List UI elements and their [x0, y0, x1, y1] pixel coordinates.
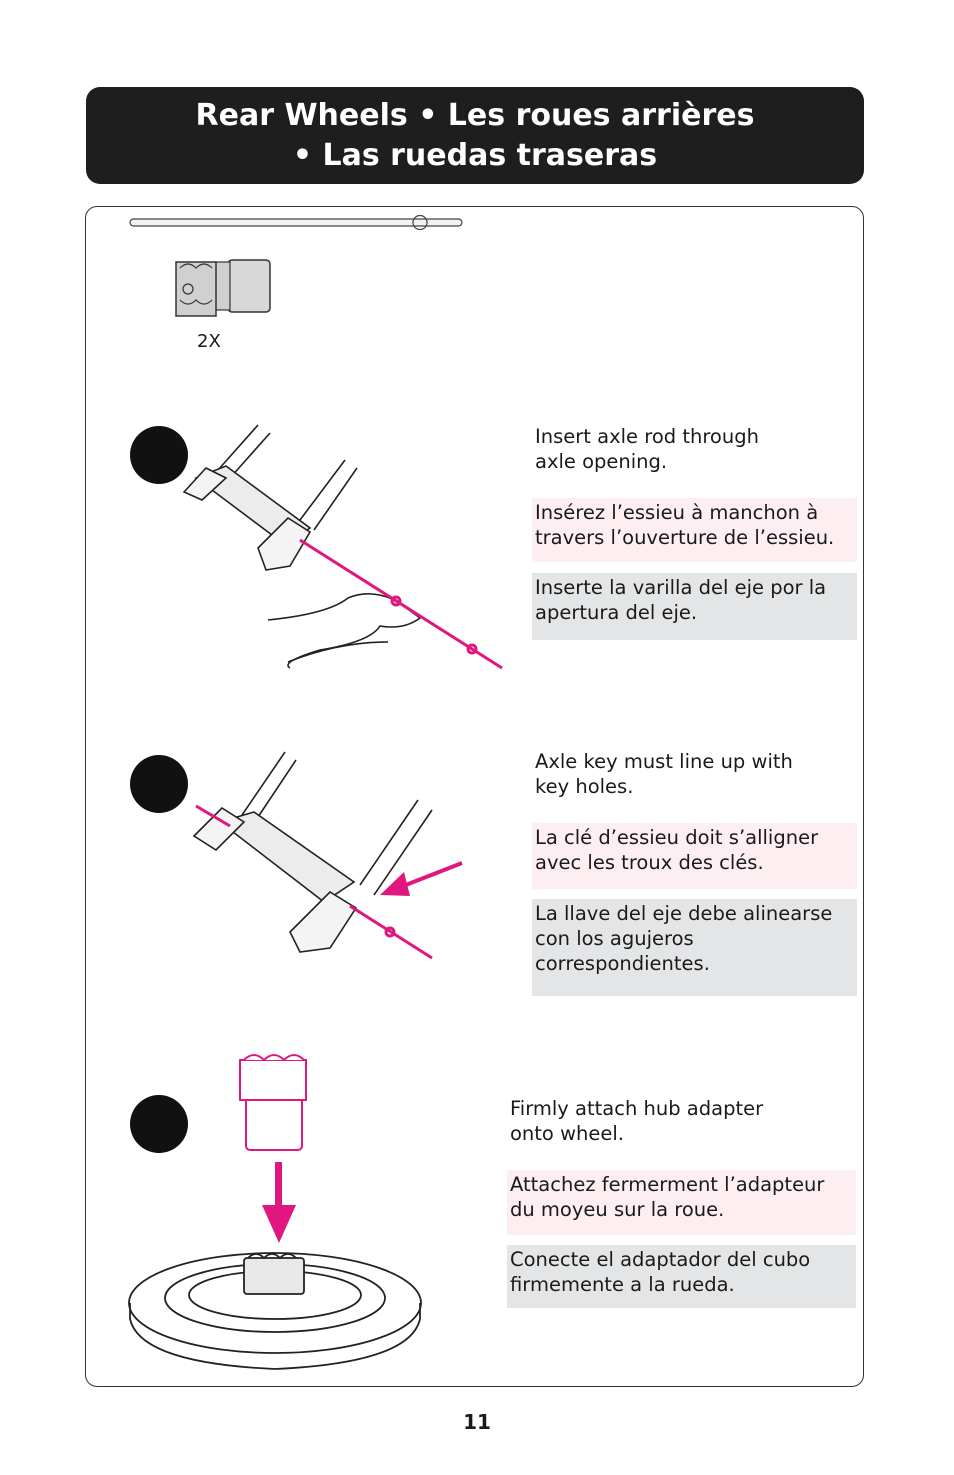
step-2-marker — [130, 755, 188, 813]
step3-text-en: Firmly attach hub adapter onto wheel. — [510, 1097, 764, 1145]
step3-hub-adapter — [240, 1055, 306, 1150]
step-3-marker — [130, 1095, 188, 1153]
header-title-line1: Rear Wheels • Les roues arrières — [195, 98, 755, 133]
step1-illustration — [184, 425, 420, 668]
step2-text-fr: La clé d’essieu doit s’alligner avec les troux des clés. — [532, 823, 857, 889]
step1-text-en: Insert axle rod through axle opening. — [535, 425, 759, 473]
step2-illustration — [194, 752, 432, 952]
step3-text-es: Conecte el adaptador del cubo firmemente a la rueda. — [507, 1245, 856, 1308]
step3-arrow-icon — [262, 1162, 296, 1243]
step1-text-es: Inserte la varilla del eje por la apertura del eje. — [532, 573, 857, 640]
header-title-line2: • Las ruedas traseras — [292, 138, 658, 173]
wheel-icon — [129, 1253, 421, 1369]
part-quantity: 2X — [197, 331, 221, 352]
step3-text-fr: Attachez fermerment l’adapteur du moyeu sur la roue. — [507, 1170, 856, 1235]
step1-text-fr: Insérez l’essieu à manchon à travers l’ouverture de l’essieu. — [532, 498, 857, 562]
axle-rod-part-icon — [130, 216, 462, 230]
step2-text-en: Axle key must line up with key holes. — [535, 750, 793, 798]
step-1-marker — [130, 426, 188, 484]
hub-adapter-part-icon — [176, 260, 270, 316]
step2-text-es: La llave del eje debe alinearse con los agujeros correspondientes. — [532, 899, 857, 996]
page-number: 11 — [463, 1410, 491, 1434]
